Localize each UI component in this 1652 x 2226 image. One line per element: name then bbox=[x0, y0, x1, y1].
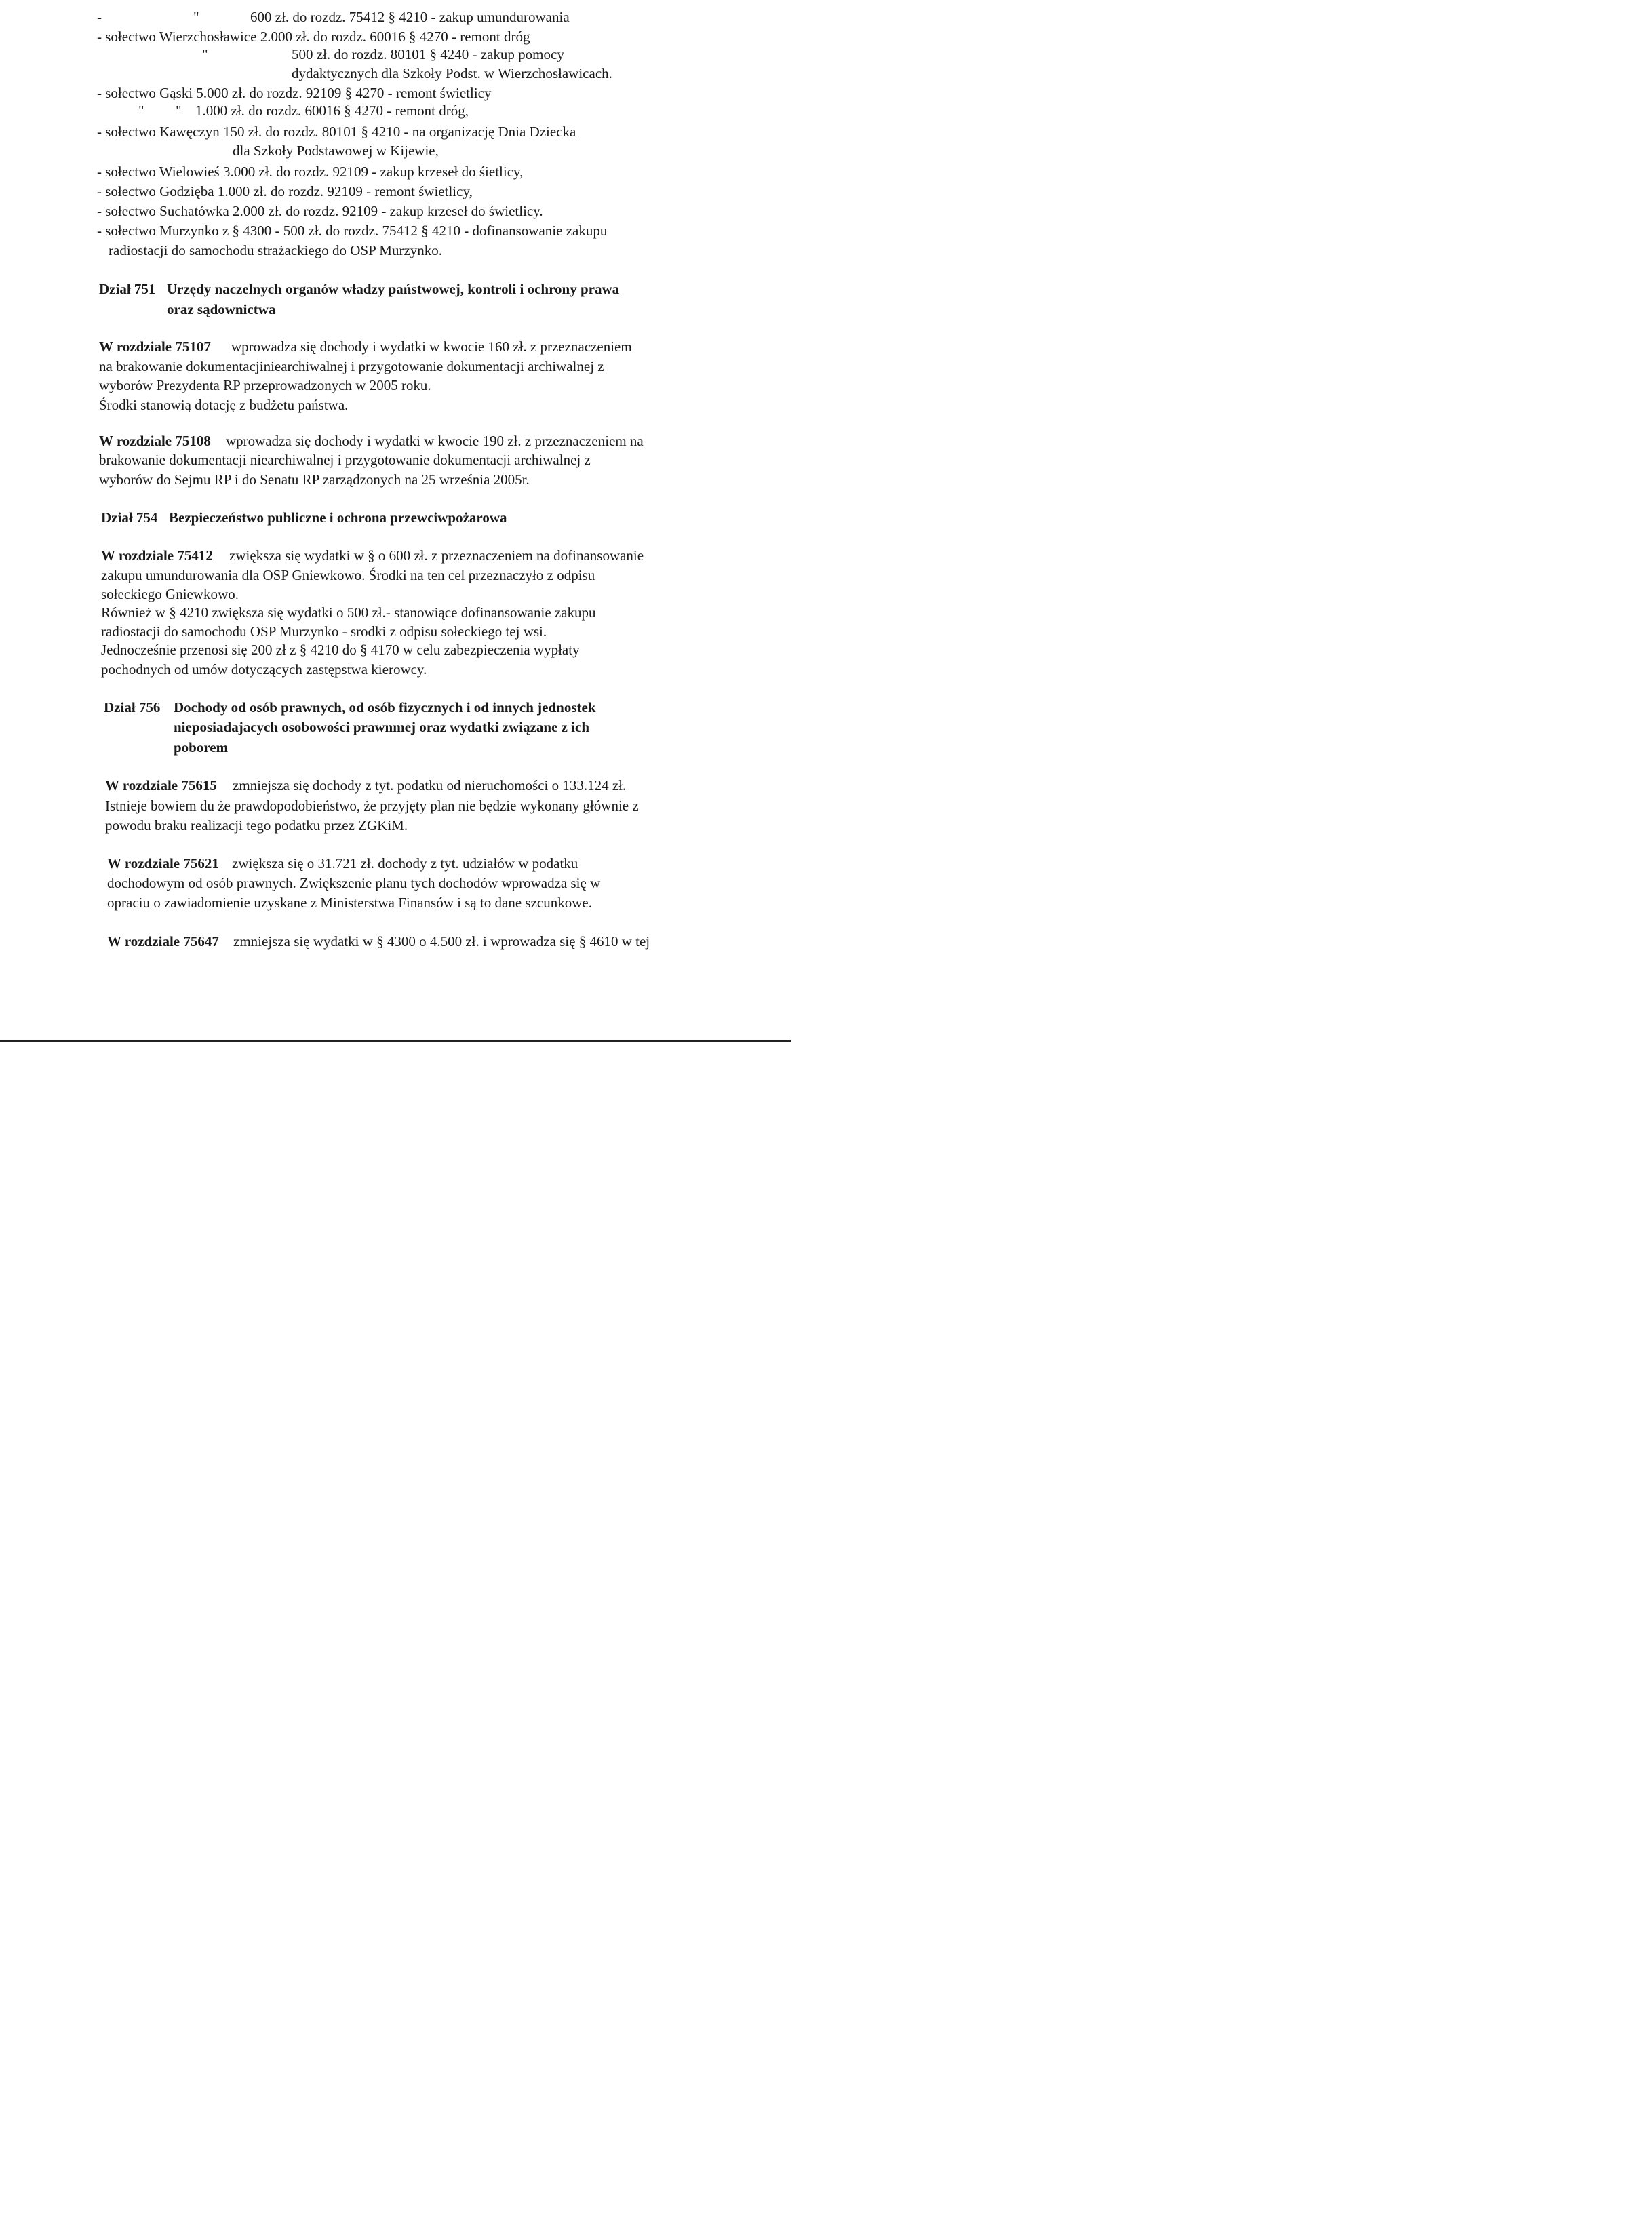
document-page bbox=[0, 0, 791, 1066]
list-item: - sołectwo Wierzchosławice 2.000 zł. do rozdz. 60016 § 4270 - remont dróg bbox=[97, 28, 530, 45]
paragraph-line: Również w § 4210 zwiększa się wydatki o 500 zł.- stanowiące dofinansowanie zakupu bbox=[101, 604, 596, 621]
paragraph-line: dochodowym od osób prawnych. Zwiększenie planu tych dochodów wprowadza się w bbox=[107, 875, 601, 891]
page-bottom-rule bbox=[0, 1040, 791, 1042]
paragraph-line: zmniejsza się wydatki w § 4300 o 4.500 zł. i wprowadza się § 4610 w tej bbox=[233, 933, 650, 950]
paragraph-line: Istnieje bowiem du że prawdopodobieństwo, że przyjęty plan nie będzie wykonany głównie z bbox=[105, 798, 639, 814]
list-item: - sołectwo Godzięba 1.000 zł. do rozdz. 92109 - remont świetlicy, bbox=[97, 183, 473, 199]
section-number: Dział 751 bbox=[99, 281, 156, 297]
list-dash: - bbox=[97, 9, 102, 25]
paragraph-line: zwiększa się o 31.721 zł. dochody z tyt. udziałów w podatku bbox=[232, 855, 578, 872]
chapter-label: W rozdziale 75107 bbox=[99, 338, 211, 355]
paragraph-line: pochodnych od umów dotyczących zastępstwa kierowcy. bbox=[101, 661, 427, 678]
section-title: Dochody od osób prawnych, od osób fizycznych i od innych jednostek bbox=[174, 699, 596, 716]
section-title: Urzędy naczelnych organów władzy państwowej, kontroli i ochrony prawa bbox=[167, 281, 620, 297]
paragraph-line: zakupu umundurowania dla OSP Gniewkowo. Środki na ten cel przeznaczyło z odpisu bbox=[101, 567, 595, 583]
paragraph-line: wprowadza się dochody i wydatki w kwocie 160 zł. z przeznaczeniem bbox=[231, 338, 632, 355]
ditto-mark: " bbox=[138, 102, 144, 119]
chapter-label: W rozdziale 75647 bbox=[107, 933, 219, 950]
paragraph-line: radiostacji do samochodu OSP Murzynko - srodki z odpisu sołeckiego tej wsi. bbox=[101, 623, 547, 640]
list-item: 500 zł. do rozdz. 80101 § 4240 - zakup pomocy bbox=[292, 46, 564, 62]
paragraph-line: Jednocześnie przenosi się 200 zł z § 4210 do § 4170 w celu zabezpieczenia wypłaty bbox=[101, 642, 580, 658]
section-number: Dział 754 bbox=[101, 509, 158, 526]
list-item: - sołectwo Suchatówka 2.000 zł. do rozdz. 92109 - zakup krzeseł do świetlicy. bbox=[97, 203, 543, 219]
list-item-continuation: radiostacji do samochodu strażackiego do OSP Murzynko. bbox=[109, 242, 443, 258]
ditto-mark: " bbox=[202, 46, 208, 62]
list-item: - sołectwo Gąski 5.000 zł. do rozdz. 92109 § 4270 - remont świetlicy bbox=[97, 85, 492, 101]
chapter-label: W rozdziale 75412 bbox=[101, 547, 213, 564]
section-title: Bezpieczeństwo publiczne i ochrona przewciwpożarowa bbox=[169, 509, 507, 526]
list-item: - sołectwo Murzynko z § 4300 - 500 zł. do rozdz. 75412 § 4210 - dofinansowanie zakupu bbox=[97, 222, 608, 239]
list-item-continuation: dydaktycznych dla Szkoły Podst. w Wierzchosławicach. bbox=[292, 65, 612, 81]
list-item: 600 zł. do rozdz. 75412 § 4210 - zakup umundurowania bbox=[250, 9, 570, 25]
paragraph-line: Środki stanowią dotację z budżetu państwa. bbox=[99, 397, 349, 413]
section-title-continuation: poborem bbox=[174, 739, 229, 756]
section-title-continuation: oraz sądownictwa bbox=[167, 301, 276, 317]
paragraph-line: brakowanie dokumentacji niearchiwalnej i przygotowanie dokumentacji archiwalnej z bbox=[99, 452, 591, 468]
list-item-continuation: dla Szkoły Podstawowej w Kijewie, bbox=[233, 142, 439, 159]
paragraph-line: powodu braku realizacji tego podatku przez ZGKiM. bbox=[105, 817, 408, 834]
paragraph-line: zmniejsza się dochody z tyt. podatku od nieruchomości o 133.124 zł. bbox=[233, 777, 627, 794]
paragraph-line: wprowadza się dochody i wydatki w kwocie 190 zł. z przeznaczeniem na bbox=[226, 433, 644, 449]
ditto-mark: " bbox=[176, 102, 182, 119]
chapter-label: W rozdziale 75621 bbox=[107, 855, 219, 872]
paragraph-line: sołeckiego Gniewkowo. bbox=[101, 586, 239, 602]
chapter-label: W rozdziale 75108 bbox=[99, 433, 211, 449]
paragraph-line: na brakowanie dokumentacjiniearchiwalnej i przygotowanie dokumentacji archiwalnej z bbox=[99, 358, 604, 374]
paragraph-line: wyborów Prezydenta RP przeprowadzonych w 2005 roku. bbox=[99, 377, 431, 393]
section-title-continuation: nieposiadajacych osobowości prawnmej oraz wydatki związane z ich bbox=[174, 719, 590, 735]
section-number: Dział 756 bbox=[104, 699, 161, 716]
paragraph-line: opraciu o zawiadomienie uzyskane z Ministerstwa Finansów i są to dane szcunkowe. bbox=[107, 895, 592, 911]
chapter-label: W rozdziale 75615 bbox=[105, 777, 217, 794]
paragraph-line: wyborów do Sejmu RP i do Senatu RP zarządzonych na 25 września 2005r. bbox=[99, 471, 530, 488]
paragraph-line: zwiększa się wydatki w § o 600 zł. z przeznaczeniem na dofinansowanie bbox=[229, 547, 644, 564]
list-item: - sołectwo Kawęczyn 150 zł. do rozdz. 80101 § 4210 - na organizację Dnia Dziecka bbox=[97, 123, 576, 140]
list-item: 1.000 zł. do rozdz. 60016 § 4270 - remont dróg, bbox=[195, 102, 469, 119]
list-item: - sołectwo Wielowieś 3.000 zł. do rozdz. 92109 - zakup krzeseł do śietlicy, bbox=[97, 163, 524, 180]
ditto-mark: " bbox=[193, 9, 199, 25]
